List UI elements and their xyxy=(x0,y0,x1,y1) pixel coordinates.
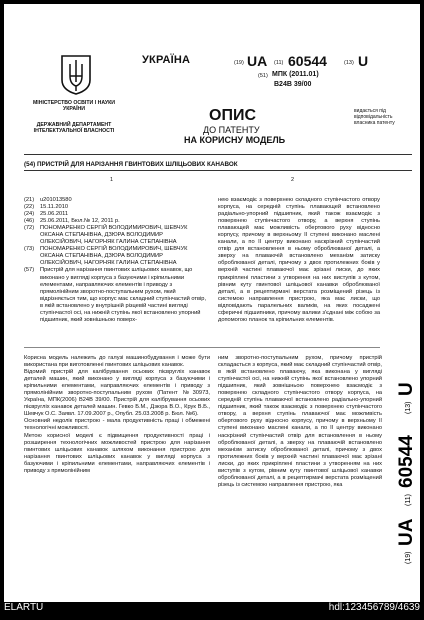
country-code: UA xyxy=(247,53,268,69)
description-right: ним зворотно-поступальним рухом, причому пристрій складається з корпуса, який має складний ступінчастий отвір, в якій встановлено плаваючу, яка виконана у вигляді ступінчастої осі, на нижній ступінь якої встановлено упорний підшипник, який зовнішньою поверхнею взаємодіє з поверхнею складного ступінчастого отвору корпуса, на середній ступінь плаваючої встановлено радіально-упорний підшипник, який також взаємодіє з поверхнею ступінчастого отвору, а верхня ступінь плаваючої має можливість обертового руху відносно корпусу, причому в верхньому II ступені виконано маслені канали, а по II центру виконано наскрізний ступінчастий отвір для встановлення в ньому оброблюваної деталі, а зверху на плаваючій встановлено механізм затиску оброблюваної деталі, причому з двох протилежних боків у верхній частині плаваючої має зрізані лиски, до яких прикріплені пластини з утворенням на них виступів з кутом, рівним куту гвинтової шліцьової канавки оброблюваної деталі, а в рецептирмачі верстата розміщений різець із системою направлення пристрою, яка xyxy=(218,355,382,488)
vertical-patent-number-text: 60544 xyxy=(396,435,417,488)
vertical-code-11: (11) xyxy=(405,494,412,506)
document-title: ОПИС xyxy=(209,107,256,124)
publication-note: видається під відповідальність власника патенту xyxy=(354,108,395,127)
biblio-row: (73) ПОНОМАРЕНКО СЕРГІЙ ВОЛОДИМИРОВИЧ, ШЕВЧУК ОКСАНА СТЕПАНІВНА, ДЗЮРА ВОЛОДИМИР ОЛЕКСІЙОВИЧ, НАГОРНЯК ГАЛИНА СТЕПАНІВНА xyxy=(24,246,188,267)
patent-number: 60544 xyxy=(288,53,327,69)
biblio-row: (46) 25.06.2011, Бюл.№ 12, 2011 р. xyxy=(24,218,120,225)
footer-handle: hdl:123456789/4639 xyxy=(328,602,420,613)
mpk-label: МПК (2011.01) xyxy=(272,71,319,78)
biblio-row: (21) u201013580 xyxy=(24,197,72,203)
vertical-code-13: (13) xyxy=(405,401,412,414)
coat-of-arms-icon xyxy=(60,54,92,96)
patent-page xyxy=(4,4,420,602)
description-left: Корисна модель належить до галузі машинобудування і може бути використана при виготовленні гвинтових шліцьових канавок. Відомий пристрій для калібрування осьових пієвругліх канавок деталей машин, який виконано у вигляді корпуса з базуючими і кріпильними елементами, направляючих елементів і приводу з прямолінійним зворотно-поступальним рухом (Патент №30973, Україна, МПК(2006) В24В 39/00. Пристрій для калібрування осьових пієвругліх канавок деталей машин. Гевко Б.М., Дзюра В.О., Крук В.Б., Шевчук О.С. Заявл. 17.09.2007 р., Опубл. 25.03.2008 р. Бюл. №6). Основний недолік пристрою - мала продуктивність праці і обмежені технологічні можливості. Метою корисної моделі є підвищення продуктивності праці і розширення технологічних можливостей пристрою для нарізання гвинтових шліцьових канавок шляхом виконання пристрою для нарізання гвинтових шліцьових канавок у вигляді корпуса з базуючими і кріпильними елементами, направляючих елементів і приводу з прямолінійним xyxy=(24,355,210,474)
document-subtitle-1: ДО ПАТЕНТУ xyxy=(203,125,260,135)
ministry-name: МІНІСТЕРСТВО ОСВІТИ І НАУКИ УКРАЇНИ xyxy=(32,100,115,113)
code-13: (13) xyxy=(344,60,354,66)
bibliographic-data xyxy=(24,197,207,324)
document-subtitle-2: НА КОРИСНУ МОДЕЛЬ xyxy=(184,135,286,145)
biblio-row: (22) 15.11.2010 xyxy=(24,204,69,211)
code-19: (19) xyxy=(234,60,244,66)
code-11: (11) xyxy=(274,60,284,66)
biblio-row: (57) Пристрій для нарізання гвинтових шліцьових канавок, що виконано у вигляді корпуса з базуючими і кріпильними елементами, направляючих елементів і приводу з прямолінійним зворотно-поступальним рухом, який відрізняється тим, що корпус має складний ступінчастий отвір, в якій встановлено у внутрішній різцевій частині вигляді ступінчастої осі, на нижній ступінь якої встановлено упорний підшипник, який зовнішньою поверх- xyxy=(24,267,207,323)
ipc-class: B24B 39/00 xyxy=(274,81,312,88)
department-name: ДЕРЖАВНИЙ ДЕПАРТАМЕНТ ІНТЕЛЕКТУАЛЬНОЇ ВЛАСНОСТІ xyxy=(33,122,115,135)
claim-continuation: нею взаємодіє з поверхнею складного ступінчастого отвору корпуса, на середній ступінь плавающей встановлено радіально-упорний підшипник, який також взаємодіє з поверхнею ступінчастого отвору, а верхня ступінь плавающей має можливість обертового руху відносно корпусу, причому в верхньому II ступені виконано маслені канали, а по II центру виконано наскрізний ступінчастий отвір для встановлення в ньому оброблюваної деталі, а зверху на плаваючій встановлено механізм затиску оброблюваної деталі, причому з двох протилежних боків у верхній частині плаваючої має зрізані лиски, до яких прикріплені пластини з утворення на них виступів з кутом, рівним куту гвинтової шліцьової канавки оброблюваної деталі, а в рецептирмачі верстата розміщений різець із системою направлення пристрою, яка має лиски, що відповідають паралельних валиків, на яких посаджені сферичні підшипники, причому валики з'єднані між собою за допомогою планок та кріпильних елементів. xyxy=(218,197,380,323)
vertical-kind-code: U xyxy=(396,382,417,396)
invention-title: (54) ПРИСТРІЙ ДЛЯ НАРІЗАННЯ ГВИНТОВИХ ШЛІЦЬОВИХ КАНАВОК xyxy=(24,161,238,168)
kind-code: U xyxy=(358,53,369,69)
column-number-right: 2 xyxy=(291,177,295,183)
vertical-patent-number xyxy=(388,314,418,566)
biblio-row: (72) ПОНОМАРЕНКО СЕРГІЙ ВОЛОДИМИРОВИЧ, ШЕВЧУК ОКСАНА СТЕПАНІВНА, ДЗЮРА ВОЛОДИМИР ОЛЕКСІЙОВИЧ, НАГОРНЯК ГАЛИНА СТЕПАНІВНА xyxy=(24,225,188,246)
country-name: УКРАЇНА xyxy=(142,54,191,66)
code-51: (51) xyxy=(258,73,268,79)
divider xyxy=(24,347,380,348)
footer-source: ELARTU xyxy=(4,602,44,613)
biblio-row: (24) 25.06.2011 xyxy=(24,211,69,218)
divider xyxy=(24,154,412,155)
divider xyxy=(24,170,412,171)
vertical-code-19: (19) xyxy=(405,551,412,564)
column-number-left: 1 xyxy=(110,177,114,183)
vertical-country-code: UA xyxy=(396,518,417,546)
